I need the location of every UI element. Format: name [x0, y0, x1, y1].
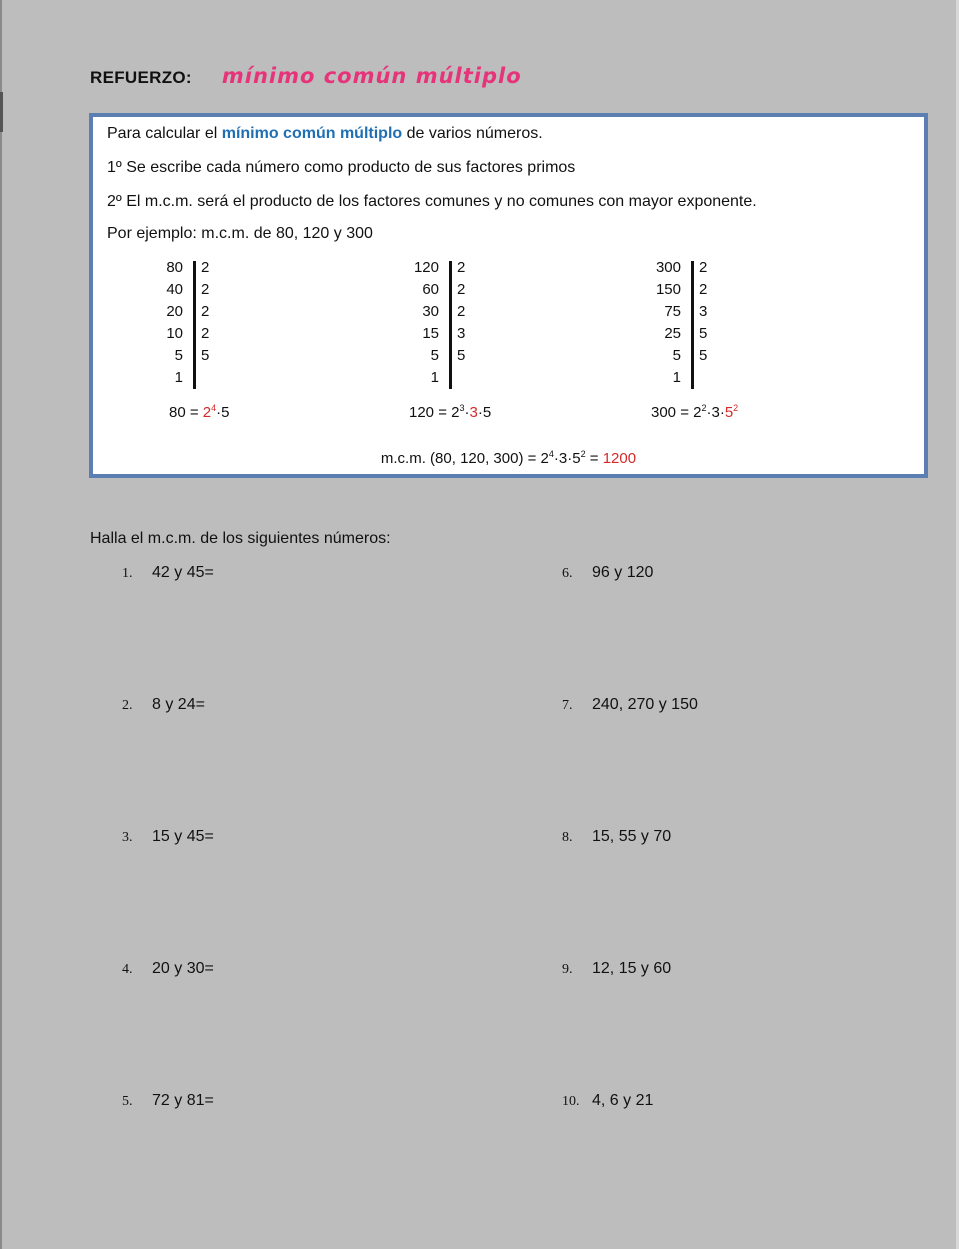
exercise-text: 42 y 45= [152, 564, 214, 581]
example-line: Por ejemplo: m.c.m. de 80, 120 y 300 [107, 225, 373, 242]
exercise-text: 96 y 120 [592, 564, 654, 581]
factor-number: 120 [413, 259, 439, 276]
exercise-number: 9. [562, 962, 573, 977]
exercise-text: 8 y 24= [152, 696, 205, 713]
exercise-text: 240, 270 y 150 [592, 696, 698, 713]
result-120: $120 = 2^3\cdot 3\cdot 5$ [409, 403, 492, 421]
factor-number: 20 [166, 303, 183, 320]
factor-divisor: 5 [699, 325, 708, 342]
step-1: 1º Se escribe cada número como producto de sus factores primos [107, 159, 576, 176]
mcm-result: m.c.m. (80, 120, $300) = 2^4\cdot 3\cdot 5^2 = 1200$ [380, 449, 637, 467]
exercise-item [562, 1092, 653, 1110]
exercise-item [122, 960, 214, 978]
explanation-box [89, 113, 928, 478]
exercise-item [122, 564, 214, 582]
factor-divisor: 3 [457, 325, 466, 342]
factor-number: 25 [664, 325, 681, 342]
exercise-item [562, 960, 671, 978]
factor-number: 30 [422, 303, 439, 320]
factor-divisor: 2 [699, 259, 708, 276]
factor-number: 5 [430, 347, 439, 364]
exercise-number: 10. [562, 1094, 580, 1109]
page-edge-tick [0, 92, 3, 132]
exercise-number: 8. [562, 830, 573, 845]
exercise-text: 15 y 45= [152, 828, 214, 845]
exercise-text: 15, 55 y 70 [592, 828, 672, 845]
division-bar [449, 261, 452, 389]
division-bar [691, 261, 694, 389]
step-2: 2º El m.c.m. será el producto de los factores comunes y no comunes con mayor exponente. [107, 193, 757, 210]
factor-number: 15 [422, 325, 439, 342]
instruction: Halla el m.c.m. de los siguientes números: [90, 530, 391, 547]
factor-number: 150 [655, 281, 681, 298]
exercise-item [122, 1092, 214, 1110]
intro-highlight: mínimo común múltiplo [221, 125, 403, 142]
factor-number: 10 [166, 325, 183, 342]
factor-number: 1 [672, 369, 681, 386]
exercise-number: 1. [122, 566, 133, 581]
result-80: $80 = 2^4\cdot 5$ [169, 403, 230, 421]
factor-divisor: 2 [201, 303, 210, 320]
factor-number: 1 [430, 369, 439, 386]
exercise-item [562, 828, 671, 846]
exercise-text: 20 y 30= [152, 960, 214, 977]
mcm-value: 1200 [602, 450, 637, 467]
page-edge-left [0, 0, 2, 1249]
intro-line: Para calcular el mínimo común múltiplo de varios números. [107, 125, 543, 142]
exercise-number: 2. [122, 698, 133, 713]
factor-divisor: 2 [201, 259, 210, 276]
factor-number: 5 [672, 347, 681, 364]
factor-divisor: 5 [457, 347, 466, 364]
header-label: REFUERZO: [90, 68, 192, 87]
factor-number: 300 [655, 259, 681, 276]
worksheet-header [90, 64, 522, 88]
factor-number: 5 [174, 347, 183, 364]
exercise-text: 12, 15 y 60 [592, 960, 672, 977]
factor-divisor: 2 [699, 281, 708, 298]
factor-number: 60 [422, 281, 439, 298]
exercise-item [122, 696, 205, 714]
factor-number: 1 [174, 369, 183, 386]
factor-number: 75 [664, 303, 681, 320]
result-300: $300 = 2^2\cdot 3\cdot 5^2$ [651, 403, 739, 421]
factor-divisor: 2 [201, 325, 210, 342]
factor-number: 80 [166, 259, 183, 276]
exercise-number: 6. [562, 566, 573, 581]
factor-divisor: 5 [201, 347, 210, 364]
exercise-text: 72 y 81= [152, 1092, 214, 1109]
header-title: mínimo común múltiplo [221, 64, 522, 88]
factor-divisor: 5 [699, 347, 708, 364]
exercise-number: 7. [562, 698, 573, 713]
factor-divisor: 2 [201, 281, 210, 298]
exercise-number: 4. [122, 962, 133, 977]
factor-divisor: 2 [457, 259, 466, 276]
factor-number: 40 [166, 281, 183, 298]
factor-divisor: 2 [457, 281, 466, 298]
factor-divisor: 3 [699, 303, 708, 320]
exercise-item [122, 828, 214, 846]
exercise-item [562, 564, 653, 582]
exercise-text: 4, 6 y 21 [592, 1092, 654, 1109]
factor-divisor: 2 [457, 303, 466, 320]
division-bar [193, 261, 196, 389]
exercise-number: 5. [122, 1094, 133, 1109]
exercise-item [562, 696, 698, 714]
exercise-number: 3. [122, 830, 133, 845]
